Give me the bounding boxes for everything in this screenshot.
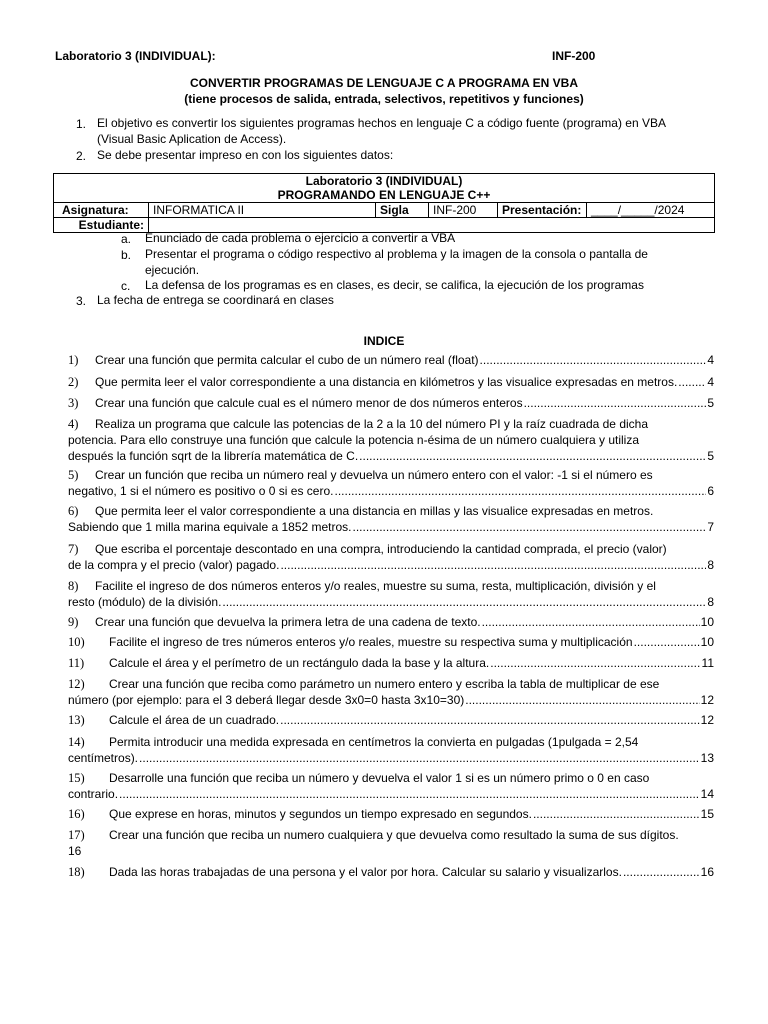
toc-entry-text: número (por ejemplo: para el 3 deberá llegar desde 3x0=0 hasta 3x10=30)	[68, 693, 465, 707]
toc-entry	[68, 806, 714, 822]
subitem-letter: a.	[121, 232, 132, 246]
toc-entry-line	[68, 843, 714, 859]
toc-entry-text: Permita introducir una medida expresada en centímetros la convierta en pulgadas (1pulgada = 2,54	[109, 735, 639, 749]
toc-entry-text: centímetros).	[68, 751, 139, 765]
toc-entry-text: Crear una función que permita calcular el cubo de un número real (float)	[95, 353, 479, 367]
toc-entry-number: 14)	[68, 735, 85, 749]
toc-entry-line	[68, 594, 714, 610]
toc-entry-text: Crear una función que reciba como parámetro un numero entero y escriba la tabla de multiplicar de ese	[109, 677, 660, 691]
toc-entry	[68, 676, 714, 708]
toc-entry	[68, 578, 714, 610]
toc-entry-text: Que exprese en horas, minutos y segundos un tiempo expresado en segundos.	[109, 807, 532, 821]
toc-entry-line	[68, 519, 714, 535]
subitem-text: La defensa de los programas es en clases, es decir, se califica, la ejecución de los programas	[145, 278, 644, 292]
toc-entry-line	[68, 864, 714, 880]
toc-entry	[68, 634, 714, 650]
toc-entry-number: 8)	[68, 579, 79, 593]
toc-entry-line	[68, 676, 714, 692]
info-table	[53, 173, 715, 233]
toc-entry-number: 4)	[68, 417, 79, 431]
toc-entry-text: negativo, 1 si el número es positivo o 0 si es cero.	[68, 484, 334, 498]
toc-leader-dots	[280, 712, 700, 728]
instruction-text: (Visual Basic Aplication de Access).	[97, 132, 287, 146]
toc-entry-text: Que permita leer el valor correspondiente a una distancia en millas y las visualice expresadas en metros.	[95, 504, 654, 518]
presentacion-value: ____/_____/2024	[587, 203, 715, 218]
toc-entry-line	[68, 750, 714, 766]
toc-entry-text: Sabiendo que 1 milla marina equivale a 1852 metros.	[68, 520, 352, 534]
toc-entry-number: 16)	[68, 807, 85, 821]
toc-entry-text: Realiza un programa que calcule las potencias de la 2 a la 10 del número PI y la raíz cuadrada de dicha	[95, 417, 649, 431]
toc-leader-dots	[353, 519, 707, 535]
toc-entry-number: 15)	[68, 771, 85, 785]
subitem-letter: c.	[121, 279, 131, 293]
toc-entry-number: 7)	[68, 542, 79, 556]
toc-entry-number: 2)	[68, 375, 79, 389]
toc-page-number: 15	[700, 807, 714, 821]
toc-entry	[68, 467, 714, 499]
toc-entry-number: 6)	[68, 504, 79, 518]
toc-leader-dots	[334, 483, 706, 499]
toc-entry	[68, 374, 714, 390]
info-subtitle: PROGRAMANDO EN LENGUAJE C++	[54, 188, 715, 203]
toc-page-number: 8	[707, 595, 714, 609]
toc-entry-text: Calcule el área de un cuadrado.	[109, 713, 280, 727]
toc-entry-text: Facilite el ingreso de dos números enteros y/o reales, muestre su suma, resta, multiplicación, división y el	[95, 579, 656, 593]
toc-page-number: 12	[700, 713, 714, 727]
toc-entry-line	[68, 614, 714, 630]
toc-entry-line	[68, 770, 714, 786]
toc-entry-text: Crear un función que reciba un número real y devuelva un número entero con el valor: -1 si el número es	[95, 468, 653, 482]
toc-page-number: 13	[700, 751, 714, 765]
toc-entry-text: de la compra y el precio (valor) pagado.	[68, 558, 280, 572]
subitem-letter: b.	[121, 248, 132, 262]
toc-entry-number: 9)	[68, 615, 79, 629]
asignatura-label: Asignatura:	[54, 203, 149, 218]
instruction-text: Se debe presentar impreso en con los siguientes datos:	[97, 148, 394, 162]
toc-entry-number: 17)	[68, 828, 85, 842]
toc-entry-line	[68, 806, 714, 822]
index-title: INDICE	[363, 334, 405, 348]
document-subtitle: (tiene procesos de salida, entrada, selectivos, repetitivos y funciones)	[184, 92, 584, 106]
course-code: INF-200	[552, 49, 596, 63]
toc-entry	[68, 614, 714, 630]
toc-entry-number: 18)	[68, 865, 85, 879]
toc-entry-number: 5)	[68, 468, 79, 482]
toc-entry-line	[68, 557, 714, 573]
toc-page-number: 5	[707, 449, 714, 463]
toc-page-number: 8	[707, 558, 714, 572]
subitem-text: ejecución.	[145, 263, 200, 277]
toc-entry	[68, 655, 714, 671]
toc-leader-dots	[119, 786, 700, 802]
toc-leader-dots	[482, 614, 700, 630]
toc-entry-number: 10)	[68, 635, 85, 649]
toc-entry-text: resto (módulo) de la división.	[68, 595, 222, 609]
lab-header: Laboratorio 3 (INDIVIDUAL):	[55, 49, 216, 63]
document-title: CONVERTIR PROGRAMAS DE LENGUAJE C A PROGRAMA EN VBA	[189, 76, 579, 90]
toc-leader-dots	[490, 655, 700, 671]
toc-entry	[68, 864, 714, 880]
toc-page-number: 12	[700, 693, 714, 707]
toc-leader-dots	[139, 750, 700, 766]
toc-page-number: 5	[707, 396, 714, 410]
toc-entry	[68, 416, 714, 464]
toc-entry-line	[68, 483, 714, 499]
toc-page-number: 14	[700, 787, 714, 801]
toc-leader-dots	[623, 864, 700, 880]
toc-entry-text: después la función sqrt de la librería matemática de C.	[68, 449, 359, 463]
toc-page-number: 4	[707, 353, 714, 367]
toc-entry-number: 11)	[68, 656, 85, 670]
toc-entry-text: Crear una función que devuelva la primera letra de una cadena de texto.	[95, 615, 481, 629]
toc-entry	[68, 395, 714, 411]
toc-entry	[68, 712, 714, 728]
toc-entry-line	[68, 734, 714, 750]
toc-leader-dots	[524, 395, 707, 411]
toc-entry-line	[68, 467, 714, 483]
toc-entry-line	[68, 432, 714, 448]
toc-entry	[68, 503, 714, 535]
item-number: 2.	[76, 149, 87, 163]
toc-entry	[68, 734, 714, 766]
info-title: Laboratorio 3 (INDIVIDUAL)	[54, 174, 715, 189]
toc-leader-dots	[678, 374, 706, 390]
toc-leader-dots	[480, 352, 707, 368]
toc-entry-line	[68, 352, 714, 368]
toc-entry-text: Dada las horas trabajadas de una persona y el valor por hora. Calcular su salario y visualizarlos.	[109, 865, 622, 879]
instruction-text: El objetivo es convertir los siguientes programas hechos en lenguaje C a código fuente (programa) en VBA	[97, 116, 666, 130]
toc-page-number: 10	[700, 615, 714, 629]
toc-entry-text: 16	[68, 844, 82, 858]
toc-leader-dots	[222, 594, 706, 610]
toc-entry-line	[68, 786, 714, 802]
toc-entry-number: 12)	[68, 677, 85, 691]
toc-entry-number: 13)	[68, 713, 85, 727]
instruction-text: La fecha de entrega se coordinará en clases	[97, 293, 334, 307]
toc-entry-line	[68, 827, 714, 843]
toc-page-number: 6	[707, 484, 714, 498]
toc-entry-text: Facilite el ingreso de tres números enteros y/o reales, muestre su respectiva suma y multiplicación	[109, 635, 633, 649]
subitem-text: Enunciado de cada problema o ejercicio a convertir a VBA	[145, 231, 456, 245]
toc-entry-line	[68, 541, 714, 557]
toc-entry-line	[68, 416, 714, 432]
presentacion-label: Presentación:	[498, 203, 587, 218]
toc-page-number: 7	[707, 520, 714, 534]
toc-leader-dots	[634, 634, 700, 650]
sigla-value: INF-200	[429, 203, 498, 218]
toc-leader-dots	[280, 557, 706, 573]
toc-leader-dots	[533, 806, 700, 822]
toc-entry	[68, 352, 714, 368]
toc-entry	[68, 770, 714, 802]
toc-page-number: 11	[701, 656, 714, 670]
toc-entry-number: 3)	[68, 396, 79, 410]
toc-page-number: 10	[700, 635, 714, 649]
toc-entry-line	[68, 374, 714, 390]
toc-entry	[68, 827, 714, 859]
toc-entry-text: Que escriba el porcentaje descontado en una compra, introduciendo la cantidad comprada, el precio (valor)	[95, 542, 667, 556]
toc-entry-line	[68, 395, 714, 411]
estudiante-label: Estudiante:	[54, 218, 149, 233]
subitem-text: Presentar el programa o código respectivo al problema y la imagen de la consola o pantalla de	[145, 247, 648, 261]
toc-entry-text: Desarrolle una función que reciba un número y devuelva el valor 1 si es un número primo o 0 en caso	[109, 771, 650, 785]
toc-entry-line	[68, 503, 714, 519]
toc-entry-line	[68, 692, 714, 708]
toc-entry-line	[68, 448, 714, 464]
toc-entry-text: Calcule el área y el perímetro de un rectángulo dada la base y la altura.	[109, 656, 490, 670]
toc-entry-line	[68, 655, 714, 671]
asignatura-value: INFORMATICA II	[149, 203, 376, 218]
toc-entry-text: contrario.	[68, 787, 119, 801]
toc-leader-dots	[465, 692, 699, 708]
toc-page-number: 16	[700, 865, 714, 879]
item-number: 1.	[76, 117, 87, 131]
sigla-label: Sigla	[376, 203, 429, 218]
toc-entry-line	[68, 712, 714, 728]
toc-leader-dots	[359, 448, 706, 464]
item-number: 3.	[76, 294, 87, 308]
toc-entry-line	[68, 578, 714, 594]
toc-entry-number: 1)	[68, 353, 79, 367]
toc-entry-text: potencia. Para ello construye una función que calcule la potencia n-ésima de un número cualquiera y utiliza	[68, 433, 640, 447]
toc-entry-text: Crear una función que reciba un numero cualquiera y que devuelva como resultado la suma de sus dígitos.	[109, 828, 679, 842]
toc-page-number: 4	[707, 375, 714, 389]
toc-entry	[68, 541, 714, 573]
toc-entry-line	[68, 634, 714, 650]
toc-entry-text: Que permita leer el valor correspondiente a una distancia en kilómetros y las visualice expresadas en metros.	[95, 375, 678, 389]
toc-entry-text: Crear una función que calcule cual es el número menor de dos números enteros	[95, 396, 523, 410]
